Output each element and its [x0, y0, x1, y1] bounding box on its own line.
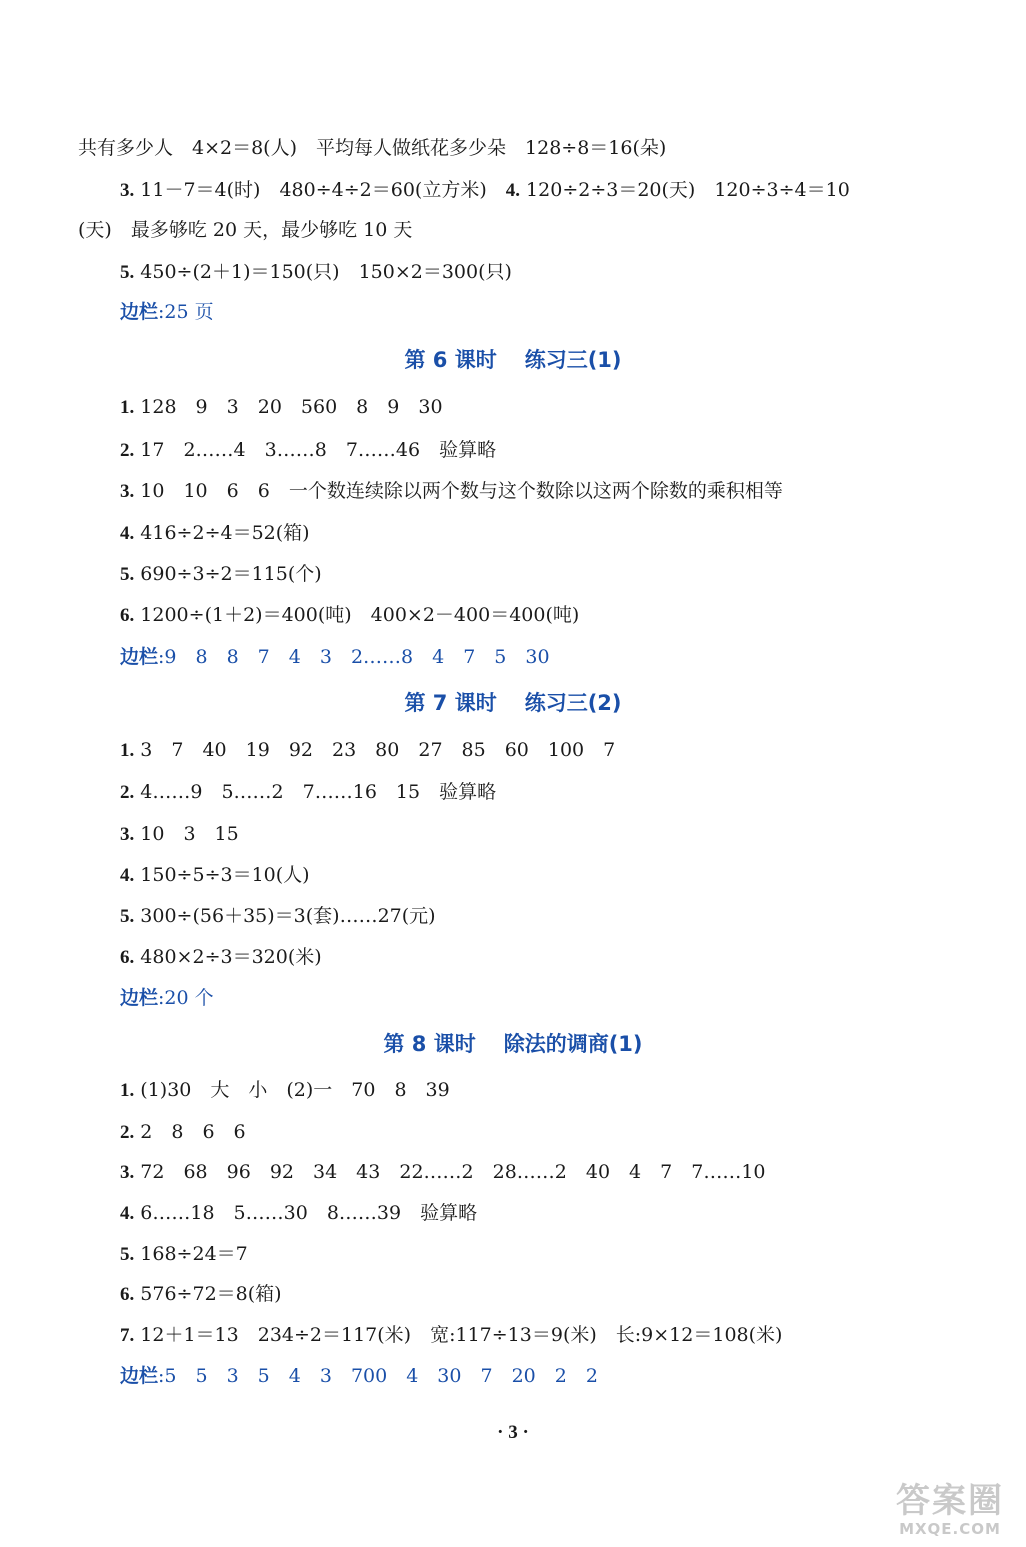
section-heading: 第 8 课时 除法的调商(1): [383, 1032, 643, 1056]
sidebar-note: 边栏:20 个: [120, 987, 214, 1009]
answer-line: 6. 1200÷(1＋2)＝400(吨) 400×2－400＝400(吨): [120, 604, 580, 626]
answer-line: 4. 150÷5÷3＝10(人): [120, 864, 310, 886]
answer-line: 3. 11－7＝4(时) 480÷4÷2＝60(立方米) 4. 120÷2÷3＝20(天) 120÷3÷4＝10: [120, 179, 850, 201]
section-heading: 第 6 课时 练习三(1): [404, 348, 622, 372]
answer-line: 5. 168÷24＝7: [120, 1243, 248, 1265]
answer-line: 3. 72 68 96 92 34 43 22……2 28……2 40 4 7 7……10: [120, 1161, 766, 1183]
answer-line: 6. 576÷72＝8(箱): [120, 1283, 282, 1305]
answer-line: 6. 480×2÷3＝320(米): [120, 946, 322, 968]
section-heading: 第 7 课时 练习三(2): [404, 691, 622, 715]
answer-line: 1. 128 9 3 20 560 8 9 30: [120, 396, 443, 418]
sidebar-note: 边栏:5 5 3 5 4 3 700 4 30 7 20 2 2: [120, 1365, 598, 1387]
answer-line: 4. 416÷2÷4＝52(箱): [120, 522, 310, 544]
answer-line: 7. 12＋1＝13 234÷2＝117(米) 宽:117÷13＝9(米) 长:9×12＝108(米): [120, 1324, 783, 1346]
answer-line: 1. (1)30 大 小 (2)一 70 8 39: [120, 1079, 450, 1101]
answer-line: 5. 450÷(2＋1)＝150(只) 150×2＝300(只): [120, 261, 512, 283]
sidebar-note: 边栏:9 8 8 7 4 3 2……8 4 7 5 30: [120, 646, 550, 668]
answer-line: 2. 17 2……4 3……8 7……46 验算略: [120, 439, 497, 461]
answer-line: 共有多少人 4×2＝8(人) 平均每人做纸花多少朵 128÷8＝16(朵): [78, 137, 667, 159]
watermark-logo: 答案圈 MXQE.COM: [896, 1481, 1004, 1538]
answer-line: 5. 300÷(56＋35)＝3(套)……27(元): [120, 905, 436, 927]
answer-line: 4. 6……18 5……30 8……39 验算略: [120, 1202, 478, 1224]
answer-line: 5. 690÷3÷2＝115(个): [120, 563, 322, 585]
answer-line: 1. 3 7 40 19 92 23 80 27 85 60 100 7: [120, 739, 616, 761]
answer-line: 2. 4……9 5……2 7……16 15 验算略: [120, 781, 497, 803]
answer-line: 3. 10 3 15: [120, 823, 239, 845]
page-number: · 3 ·: [497, 1422, 529, 1443]
sidebar-note: 边栏:25 页: [120, 301, 214, 323]
answer-line: 3. 10 10 6 6 一个数连续除以两个数与这个数除以这两个除数的乘积相等: [120, 480, 783, 502]
answer-line: 2. 2 8 6 6: [120, 1121, 246, 1143]
answer-line: (天) 最多够吃 20 天，最少够吃 10 天: [78, 219, 413, 241]
